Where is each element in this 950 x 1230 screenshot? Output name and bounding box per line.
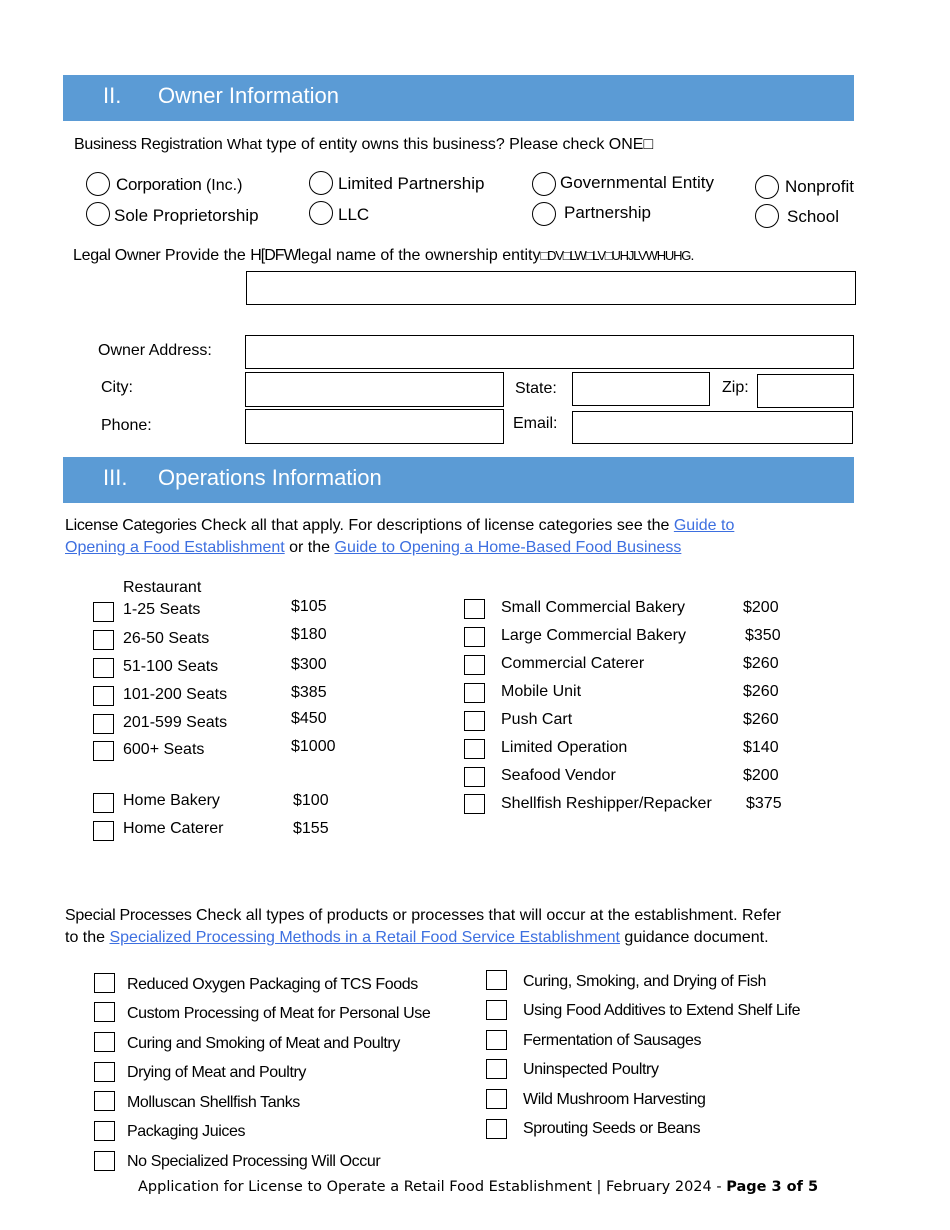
license-checkbox-51-100-seats[interactable] xyxy=(93,658,114,678)
owner-address-label: Owner Address: xyxy=(98,342,212,359)
legal-owner-label: Legal Owner xyxy=(73,247,161,264)
license-label-limited-operation: Limited Operation xyxy=(501,739,628,756)
email-input[interactable] xyxy=(572,411,853,444)
legal-owner-prompt: Legal Owner Provide the H[DFWlegal name of the ownership entity□DV□LW□LV□UHJLVWHUHG․ xyxy=(73,247,694,264)
city-label: City: xyxy=(101,379,133,396)
owner-address-input[interactable] xyxy=(245,335,854,369)
special-checkbox-uninspected-poultry[interactable] xyxy=(486,1059,507,1079)
license-label-large-commercial-bakery: Large Commercial Bakery xyxy=(501,627,686,644)
zip-label: Zip: xyxy=(722,379,749,396)
option-partnership-label: Partnership xyxy=(564,203,651,222)
special-checkbox-food-additives[interactable] xyxy=(486,1000,507,1020)
license-label-commercial-caterer: Commercial Caterer xyxy=(501,655,645,672)
license-checkbox-shellfish-reshipper[interactable] xyxy=(464,794,485,814)
radio-governmental-entity[interactable] xyxy=(532,172,556,196)
special-label-food-additives: Using Food Additives to Extend Shelf Life xyxy=(523,1002,801,1019)
footer-page-number: Page 3 of 5 xyxy=(726,1179,819,1195)
license-checkbox-201-599-seats[interactable] xyxy=(93,714,114,734)
zip-input[interactable] xyxy=(757,374,854,408)
license-label-home-caterer: Home Caterer xyxy=(123,820,224,837)
license-label-mobile-unit: Mobile Unit xyxy=(501,683,582,700)
special-label-wild-mushroom: Wild Mushroom Harvesting xyxy=(523,1091,706,1108)
state-label: State: xyxy=(515,380,557,397)
license-checkbox-push-cart[interactable] xyxy=(464,711,485,731)
special-label-uninspected-poultry: Uninspected Poultry xyxy=(523,1061,659,1078)
radio-sole-proprietorship[interactable] xyxy=(86,202,110,226)
license-price-101-200-seats: $385 xyxy=(291,684,327,701)
special-checkbox-drying-meat[interactable] xyxy=(94,1062,115,1082)
license-label-small-commercial-bakery: Small Commercial Bakery xyxy=(501,599,686,616)
license-checkbox-26-50-seats[interactable] xyxy=(93,630,114,650)
license-price-home-caterer: $155 xyxy=(293,820,329,837)
business-registration-prompt: Business Registration What type of entity owns this business? Please check ONE□ xyxy=(74,136,654,153)
special-label-drying-meat: Drying of Meat and Poultry xyxy=(127,1064,307,1081)
license-label-home-bakery: Home Bakery xyxy=(123,792,220,809)
section-3-number: III. xyxy=(103,465,128,490)
phone-label: Phone: xyxy=(101,417,152,434)
section-2-title: Owner Information xyxy=(158,83,339,108)
option-nonprofit-label: Nonprofit xyxy=(785,177,854,196)
special-checkbox-curing-smoking-fish[interactable] xyxy=(486,970,507,990)
special-label-packaging-juices: Packaging Juices xyxy=(127,1123,246,1140)
special-processes-prompt: Special Processes Check all types of products or processes that will occur at the establishment. Refer to the Specialized Processing Methods in a Retail Food Service Establishment guidance document. xyxy=(65,907,782,946)
legal-owner-name-input[interactable] xyxy=(246,271,856,305)
license-price-shellfish-reshipper: $375 xyxy=(746,795,782,812)
license-price-large-commercial-bakery: $350 xyxy=(745,627,781,644)
license-checkbox-large-commercial-bakery[interactable] xyxy=(464,627,485,647)
special-label-curing-smoking-meat: Curing and Smoking of Meat and Poultry xyxy=(127,1035,400,1052)
license-price-mobile-unit: $260 xyxy=(743,683,779,700)
license-label-seafood-vendor: Seafood Vendor xyxy=(501,767,616,784)
business-registration-label: Business Registration xyxy=(74,136,223,153)
special-checkbox-custom-processing-meat[interactable] xyxy=(94,1002,115,1022)
license-checkbox-600-plus-seats[interactable] xyxy=(93,741,114,761)
guide-home-based-food-business-link[interactable]: Guide to Opening a Home-Based Food Business xyxy=(334,539,682,556)
license-label-600-plus-seats: 600+ Seats xyxy=(123,741,205,758)
license-checkbox-limited-operation[interactable] xyxy=(464,739,485,759)
license-checkbox-commercial-caterer[interactable] xyxy=(464,655,485,675)
special-label-molluscan-shellfish-tanks: Molluscan Shellfish Tanks xyxy=(127,1094,300,1111)
footer-text: Application for License to Operate a Retail Food Establishment | February 2024 - xyxy=(138,1179,727,1195)
license-categories-prompt: License Categories Check all that apply. For descriptions of license categories see the Guide to Opening a Food Establishment or the Guide to Opening a Home-Based Food Business xyxy=(65,517,735,556)
license-checkbox-seafood-vendor[interactable] xyxy=(464,767,485,787)
section-2-number: II. xyxy=(103,83,122,108)
license-label-push-cart: Push Cart xyxy=(501,711,573,728)
license-label-201-599-seats: 201-599 Seats xyxy=(123,714,228,731)
license-price-201-599-seats: $450 xyxy=(291,710,327,727)
option-governmental-entity-label: Governmental Entity xyxy=(560,173,715,192)
special-label-no-specialized-processing: No Specialized Processing Will Occur xyxy=(127,1153,381,1170)
city-input[interactable] xyxy=(245,372,504,407)
special-checkbox-curing-smoking-meat[interactable] xyxy=(94,1032,115,1052)
license-checkbox-mobile-unit[interactable] xyxy=(464,683,485,703)
special-checkbox-reduced-oxygen-packaging[interactable] xyxy=(94,973,115,993)
license-price-small-commercial-bakery: $200 xyxy=(743,599,779,616)
radio-corporation[interactable] xyxy=(86,172,110,196)
guide-opening-food-establishment-link[interactable]: Guide to Opening a Food Establishment xyxy=(65,517,735,556)
section-3-title: Operations Information xyxy=(158,465,382,490)
license-checkbox-small-commercial-bakery[interactable] xyxy=(464,599,485,619)
special-processes-label: Special Processes xyxy=(65,907,192,924)
special-checkbox-molluscan-shellfish-tanks[interactable] xyxy=(94,1091,115,1111)
special-label-custom-processing-meat: Custom Processing of Meat for Personal Use xyxy=(127,1005,431,1022)
specialized-processing-methods-link[interactable]: Specialized Processing Methods in a Retail Food Service Establishment xyxy=(109,929,620,946)
email-label: Email: xyxy=(513,415,558,432)
special-label-reduced-oxygen-packaging: Reduced Oxygen Packaging of TCS Foods xyxy=(127,976,418,993)
option-sole-proprietorship-label: Sole Proprietorship xyxy=(114,206,259,225)
special-checkbox-packaging-juices[interactable] xyxy=(94,1121,115,1141)
radio-school[interactable] xyxy=(755,204,779,228)
special-label-sprouting-seeds: Sprouting Seeds or Beans xyxy=(523,1120,701,1137)
license-price-51-100-seats: $300 xyxy=(291,656,327,673)
license-checkbox-home-bakery[interactable] xyxy=(93,793,114,813)
license-label-26-50-seats: 26-50 Seats xyxy=(123,630,210,647)
option-llc-label: LLC xyxy=(338,205,370,224)
option-limited-partnership-label: Limited Partnership xyxy=(338,174,485,193)
license-checkbox-101-200-seats[interactable] xyxy=(93,686,114,706)
license-checkbox-home-caterer[interactable] xyxy=(93,821,114,841)
special-checkbox-no-specialized-processing[interactable] xyxy=(94,1151,115,1171)
phone-input[interactable] xyxy=(245,409,504,444)
option-corporation-label: Corporation (Inc.) xyxy=(116,175,243,194)
radio-limited-partnership[interactable] xyxy=(309,171,333,195)
license-price-26-50-seats: $180 xyxy=(291,626,327,643)
license-price-push-cart: $260 xyxy=(743,711,779,728)
section-3-header xyxy=(63,457,854,503)
radio-nonprofit[interactable] xyxy=(755,175,779,199)
license-price-seafood-vendor: $200 xyxy=(743,767,779,784)
license-price-600-plus-seats: $1000 xyxy=(291,738,336,755)
radio-llc[interactable] xyxy=(309,201,333,225)
page-footer xyxy=(138,1179,818,1195)
license-price-limited-operation: $140 xyxy=(743,739,779,756)
special-checkbox-wild-mushroom[interactable] xyxy=(486,1089,507,1109)
state-input[interactable] xyxy=(572,372,710,406)
special-checkbox-sprouting-seeds[interactable] xyxy=(486,1119,507,1139)
section-2-header xyxy=(63,75,854,121)
option-school-label: School xyxy=(787,207,839,226)
license-checkbox-1-25-seats[interactable] xyxy=(93,602,114,622)
radio-partnership[interactable] xyxy=(532,202,556,226)
license-label-51-100-seats: 51-100 Seats xyxy=(123,658,219,675)
special-checkbox-fermentation-sausages[interactable] xyxy=(486,1030,507,1050)
special-label-curing-smoking-fish: Curing, Smoking, and Drying of Fish xyxy=(523,973,767,990)
license-categories-label: License Categories xyxy=(65,517,197,534)
license-price-commercial-caterer: $260 xyxy=(743,655,779,672)
license-price-home-bakery: $100 xyxy=(293,792,329,809)
license-label-101-200-seats: 101-200 Seats xyxy=(123,686,228,703)
license-label-shellfish-reshipper: Shellfish Reshipper/Repacker xyxy=(501,795,712,812)
special-label-fermentation-sausages: Fermentation of Sausages xyxy=(523,1032,702,1049)
license-price-1-25-seats: $105 xyxy=(291,598,327,615)
restaurant-heading: Restaurant xyxy=(123,579,202,596)
license-label-1-25-seats: 1-25 Seats xyxy=(123,601,201,618)
